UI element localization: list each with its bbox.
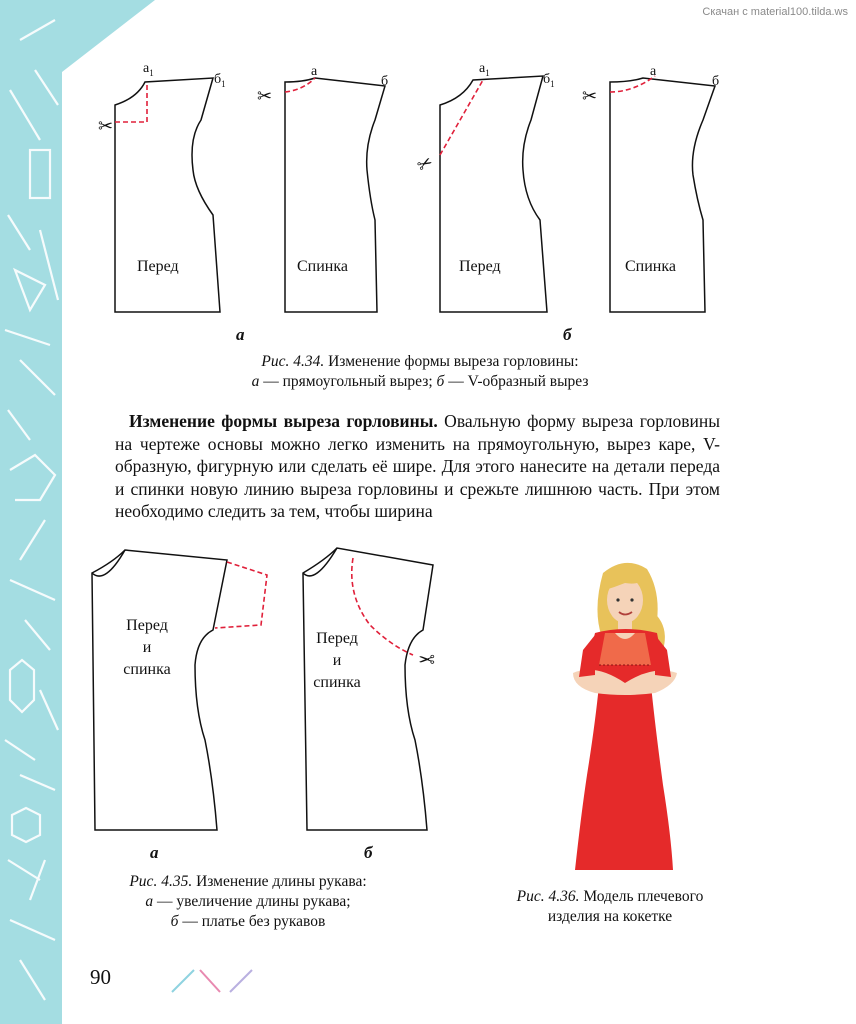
- point-label-a: а: [311, 64, 318, 79]
- piece-label-b: Перед и спинка: [313, 630, 361, 691]
- pattern-back-b: [582, 76, 715, 312]
- pattern-back-a: [257, 78, 385, 312]
- point-label-b: б: [381, 74, 389, 89]
- paragraph-heading: Изменение формы выреза горловины.: [129, 411, 438, 431]
- piece-label-front: Перед: [459, 258, 501, 275]
- subfigure-letter-a: а: [150, 843, 159, 862]
- decorative-footer-strokes: [170, 968, 260, 994]
- figure-4-34-caption: Рис. 4.34. Изменение формы выреза горловины: а — прямоугольный вырез; б — V-образный вырез: [251, 353, 589, 390]
- pattern-front-a: [98, 78, 220, 312]
- body-paragraph: Изменение формы выреза горловины. Овальную форму выреза горловины на чертеже основы можно легко изменить на прямоугольную, вырез каре, V-образную, фигурную или сделать её шире. Для этого нанесите на детали переда и спинки новую линию выреза горловины и срежьте лишнюю часть. При этом необходимо следить за тем, чтобы ширина: [115, 411, 720, 521]
- point-label-b1: $б_1$: [214, 72, 226, 89]
- point-label-a: а: [650, 64, 657, 79]
- figure-4-36-caption: Рис. 4.36. Модель плечевого изделия на кокетке: [516, 888, 704, 925]
- svg-text:✂: ✂: [98, 116, 114, 136]
- point-label-a1: $а_1$: [479, 61, 490, 78]
- piece-label-back: Спинка: [625, 258, 676, 275]
- piece-label-front: Перед: [137, 258, 179, 275]
- point-label-a1: $а_1$: [143, 61, 154, 78]
- point-label-b: б: [712, 74, 720, 89]
- figure-4-34-patterns: [85, 60, 735, 350]
- subfigure-letter-b: б: [563, 325, 572, 344]
- source-watermark: Скачан с material100.tilda.ws: [702, 6, 848, 18]
- svg-text:✂: ✂: [257, 86, 273, 106]
- svg-text:✂: ✂: [413, 151, 437, 177]
- subfigure-letter-a: а: [236, 325, 245, 344]
- figure-4-35-patterns: [85, 540, 445, 840]
- model-woman-red-dress-illustration: [555, 555, 700, 875]
- piece-label-a: Перед и спинка: [123, 617, 171, 678]
- svg-text:✂: ✂: [418, 647, 435, 669]
- point-label-b1: $б_1$: [543, 72, 555, 89]
- svg-text:✂: ✂: [582, 86, 598, 106]
- pattern-front-b: [413, 76, 547, 312]
- figure-4-35-caption: Рис. 4.35. Изменение длины рукава: а — увеличение длины рукава; б — платье без рукавов: [129, 873, 367, 930]
- pattern-sleeve-a: [92, 550, 267, 830]
- piece-label-back: Спинка: [297, 258, 348, 275]
- page-number: 90: [90, 965, 111, 989]
- subfigure-letter-b: б: [364, 843, 373, 862]
